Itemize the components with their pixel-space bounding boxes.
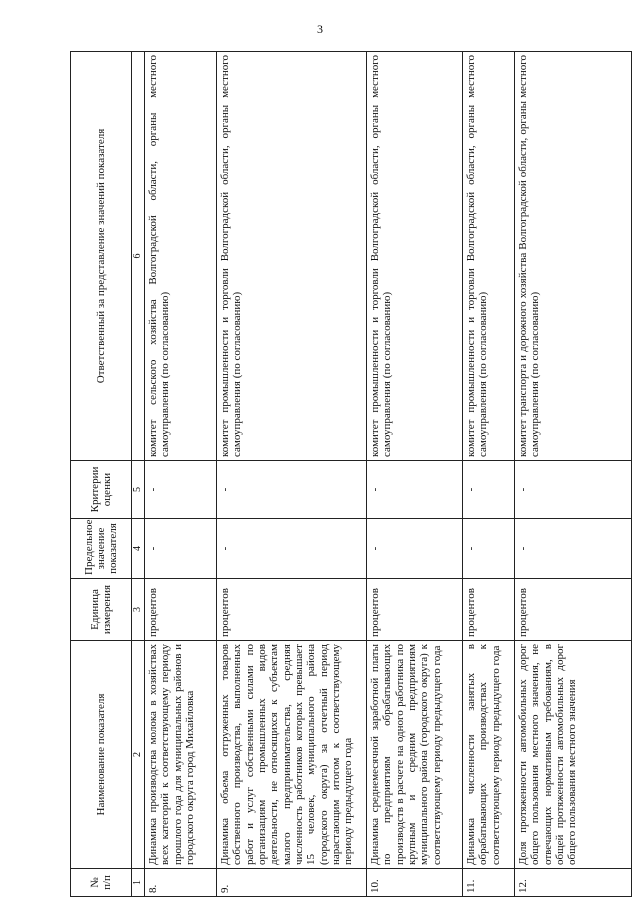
column-number: 3	[132, 579, 145, 641]
limit-value: -	[515, 519, 632, 579]
row-number: 11.	[463, 869, 515, 897]
indicator-name: Динамика среднемесячной заработной платы по предприятиям обрабатывающих производств в расчете на одного работника по крупным и средним предприятиям муниципального района (городского округа) к соответствующему периоду предыдущего года	[367, 641, 463, 869]
criteria: -	[463, 461, 515, 519]
table-row	[367, 52, 463, 897]
column-number: 2	[132, 641, 145, 869]
header-limit-value: Предельное значение показателя	[71, 519, 132, 579]
unit: процентов	[515, 579, 632, 641]
limit-value: -	[145, 519, 217, 579]
unit: процентов	[217, 579, 367, 641]
header-number: № п/п	[71, 869, 132, 897]
row-number: 8.	[145, 869, 217, 897]
indicator-table	[70, 51, 632, 897]
indicator-name: Доля протяженности автомобильных дорог общего пользования местного значения, не отвечающих нормативным требованиям, в общей протяженности автомобильных дорог общего пользования местного значения	[515, 641, 632, 869]
column-number: 1	[132, 869, 145, 897]
table-row	[145, 52, 217, 897]
unit: процентов	[145, 579, 217, 641]
column-number-row	[132, 52, 145, 897]
row-number: 10.	[367, 869, 463, 897]
row-number: 12.	[515, 869, 632, 897]
criteria: -	[515, 461, 632, 519]
table-row	[515, 52, 632, 897]
header-criteria: Критерии оценки	[71, 461, 132, 519]
responsible: комитет сельского хозяйства Волгоградской области, органы местного самоуправления (по согласованию)	[145, 52, 217, 461]
criteria: -	[145, 461, 217, 519]
indicator-name: Динамика численности занятых в обрабатывающих производствах к соответствующему периоду предыдущего года	[463, 641, 515, 869]
criteria: -	[367, 461, 463, 519]
page-number: 3	[317, 22, 323, 36]
table-row	[463, 52, 515, 897]
rotated-page	[70, 52, 632, 897]
responsible: комитет транспорта и дорожного хозяйства Волгоградской области, органы местного самоуправления (по согласованию)	[515, 52, 632, 461]
indicator-name: Динамика объема отгруженных товаров собственного производства, выполненных работ и услуг собственными силами по организациям промышленных видов деятельности, не относящихся к субъектам малого предпринимательства, средняя численность работников которых превышает 15 человек, муниципального района (городского округа) за отчетный период нарастающим итогом к соответствующему периоду предыдущего года	[217, 641, 367, 869]
column-number: 5	[132, 461, 145, 519]
header-indicator-name: Наименование показателя	[71, 641, 132, 869]
limit-value: -	[463, 519, 515, 579]
unit: процентов	[367, 579, 463, 641]
criteria: -	[217, 461, 367, 519]
column-number: 6	[132, 52, 145, 461]
limit-value: -	[217, 519, 367, 579]
header-unit: Единица измерения	[71, 579, 132, 641]
table-row	[217, 52, 367, 897]
responsible: комитет промышленности и торговли Волгоградской области, органы местного самоуправления (по согласованию)	[463, 52, 515, 461]
table-header-row	[71, 52, 132, 897]
row-number: 9.	[217, 869, 367, 897]
indicator-table-wrapper	[70, 52, 632, 897]
responsible: комитет промышленности и торговли Волгоградской области, органы местного самоуправления (по согласованию)	[217, 52, 367, 461]
limit-value: -	[367, 519, 463, 579]
column-number: 4	[132, 519, 145, 579]
indicator-name: Динамика производства молока в хозяйствах всех категорий к соответствующему периоду прошлого года для муниципальных районов и городского округа город Михайловка	[145, 641, 217, 869]
unit: процентов	[463, 579, 515, 641]
responsible: комитет промышленности и торговли Волгоградской области, органы местного самоуправления (по согласованию)	[367, 52, 463, 461]
header-responsible: Ответственный за представление значений показателя	[71, 52, 132, 461]
